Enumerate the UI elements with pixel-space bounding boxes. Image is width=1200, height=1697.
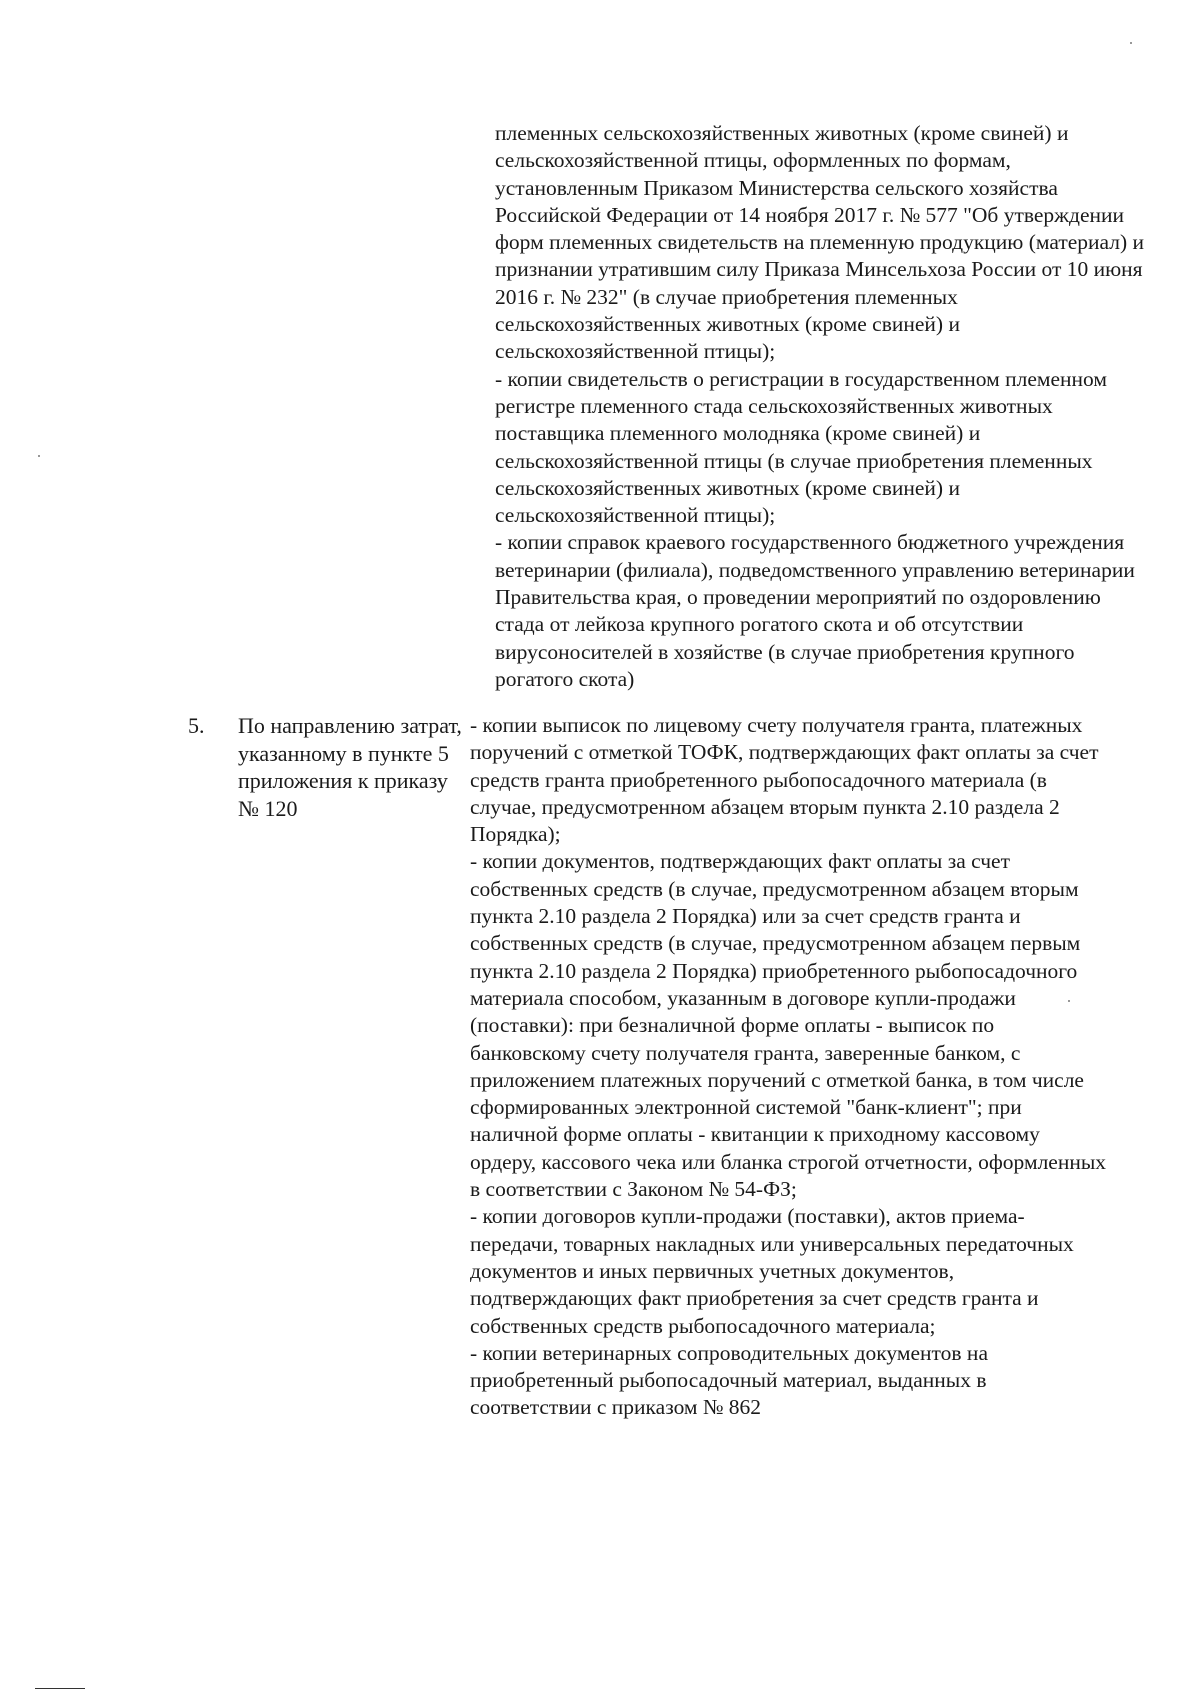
row-documents-list [470,712,1110,1422]
scan-speck [38,455,40,457]
paragraph-registry-certificates: - копии свидетельств о регистрации в государственном племенном регистре племенного стада сельскохозяйственных животных поставщика племенного молодняка (кроме свиней) и сельскохозяйственной птицы (в случае приобретения племенных сельскохозяйственных животных (кроме свиней) и сельскохозяйственной птицы); [495,366,1107,528]
paragraph-payment-documents: - копии документов, подтверждающих факт оплаты за счет собственных средств (в случае, предусмотренном абзацем вторым пункта 2.10 раздела 2 Порядка) или за счет средств гранта и собственных средств (в случае, предусмотренном абзацем первым пункта 2.10 раздела 2 Порядка) приобретенного рыбопосадочного материала способом, указанным в договоре купли-продажи (поставки): при безналичной форме оплаты - выписок по банковскому счету получателя гранта, заверенные банком, с приложением платежных поручений с отметкой банка, в том числе сформированных электронной системой "банк-клиент"; при наличной форме оплаты - квитанции к приходному кассовому ордеру, кассового чека или бланка строгой отчетности, оформленных в соответствии с Законом № 54-ФЗ; [470,849,1107,1202]
paragraph-veterinary-references: - копии справок краевого государственного бюджетного учреждения ветеринарии (филиала), подведомственного управлению ветеринарии Правительства края, о проведении мероприятий по оздоровлению стада от лейкоза крупного рогатого скота и об отсутствии вирусоносителей в хозяйстве (в случае приобретения крупного рогатого скота) [495,530,1135,691]
paragraph-account-statements: - копии выписок по лицевому счету получателя гранта, платежных поручений с отметкой ТОФК, подтверждающих факт оплаты за счет средств гранта приобретенного рыбопосадочного материала (в случае, предусмотренном абзацем вторым пункта 2.10 раздела 2 Порядка); [470,713,1099,847]
paragraph-purchase-contracts: - копии договоров купли-продажи (поставки), актов приема-передачи, товарных накладных или универсальных передаточных документов и иных первичных учетных документов, подтверждающих факт приобретения за счет средств гранта и собственных средств рыбопосадочного материала; [470,1204,1074,1338]
row-number: 5. [188,713,205,738]
paragraph-breeding-certificates: племенных сельскохозяйственных животных (кроме свиней) и сельскохозяйственной птицы, оформленных по формам, установленным Приказом Министерства сельского хозяйства Российской Федерации от 14 ноября 2017 г. № 577 "Об утверждении форм племенных свидетельств на племенную продукцию (материал) и признании утратившим силу Приказа Минсельхоза России от 10 июня 2016 г. № 232" (в случае приобретения племенных сельскохозяйственных животных (кроме свиней) и сельскохозяйственной птицы); [495,121,1145,364]
paragraph-veterinary-documents: - копии ветеринарных сопроводительных документов на приобретенный рыбопосадочный материал, выданных в соответствии с приказом № 862 [470,1340,988,1420]
scan-speck [1130,42,1132,44]
continued-documents-list [495,120,1145,693]
row-cost-direction-label: По направлению затрат, указанному в пункте 5 приложения к приказу № 120 [238,713,462,821]
scan-speck [1068,1000,1070,1002]
footer-rule [35,1688,85,1689]
